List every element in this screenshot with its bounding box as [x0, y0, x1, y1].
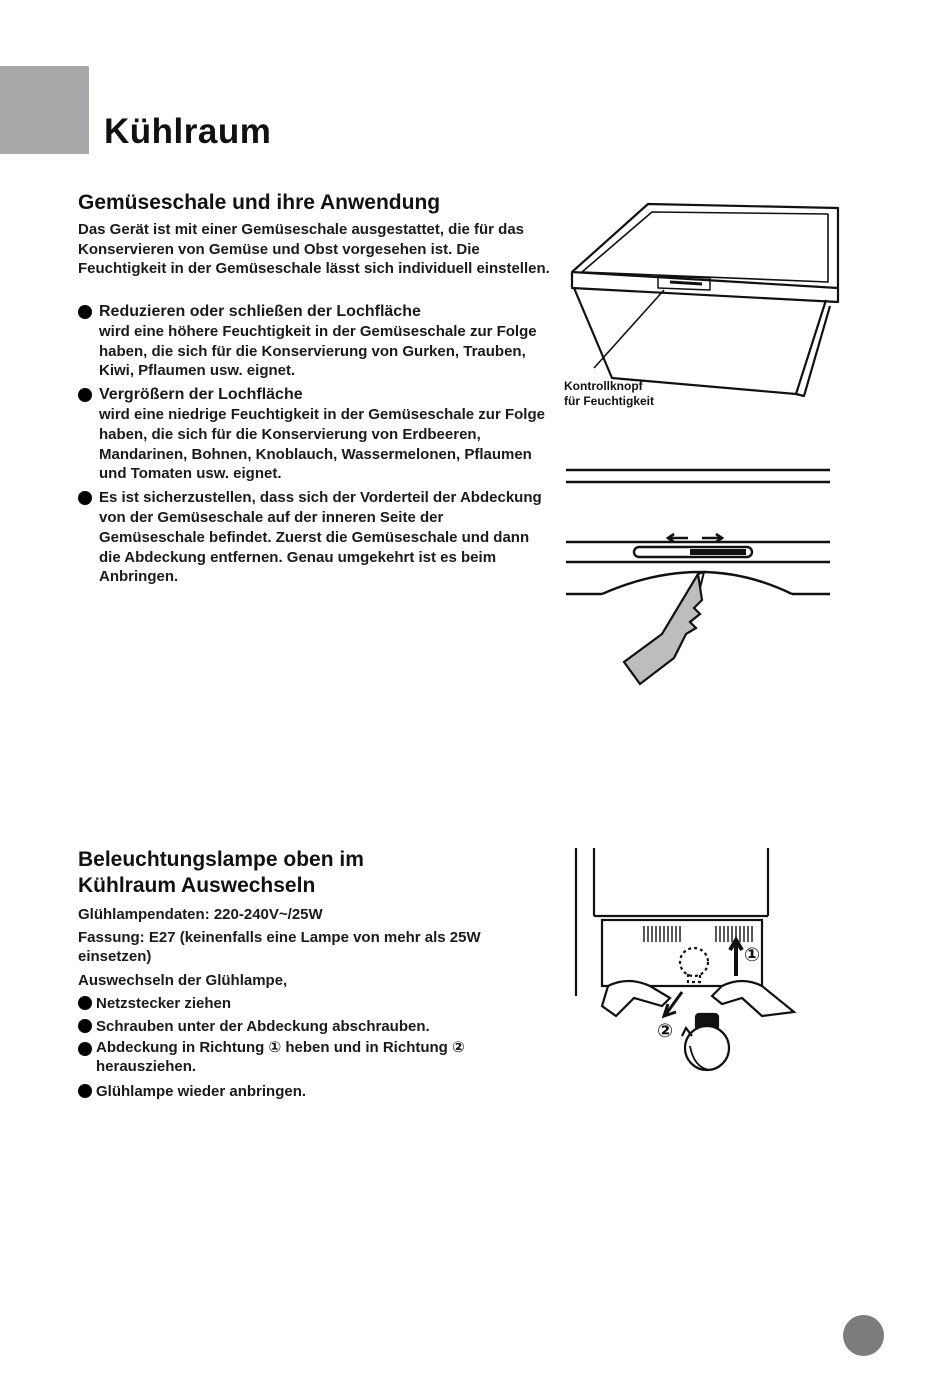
- list-item: [78, 488, 553, 587]
- socket-spec: Fassung: E27 (keinenfalls eine Lampe von mehr als 25W einsetzen): [78, 929, 481, 965]
- bullet-lead: Reduzieren oder schließen der Lochfläche: [99, 303, 421, 320]
- lamp-replacement-illustration: [572, 846, 812, 1106]
- page-title: Kühlraum: [104, 112, 272, 151]
- list-item: Abdeckung in Richtung ① heben und in Richtung ② herausziehen.: [78, 1038, 548, 1076]
- steps-intro: Auswechseln der Glühlampe,: [78, 972, 288, 989]
- bullet-text: Es ist sicherzustellen, dass sich der Vorderteil der Abdeckung von der Gemüseschale auf der inneren Seite der Gemüseschale befindet. Zuerst die Gemüseschale und dann die Abdeckung entfernen. Genau umgekehrt ist es beim Anbringen.: [99, 489, 542, 586]
- bullet-text: wird eine niedrige Feuchtigkeit in der Gemüseschale zur Folge haben, die sich für die Konservierung von Erdbeeren, Mandarinen, Bohnen, Knoblauch, Wassermelonen, Pflaumen und Tomaten usw. eignet.: [99, 405, 545, 483]
- caption-line-2: für Feuchtigkeit: [564, 394, 655, 408]
- crisper-bullet-list: [78, 302, 553, 587]
- crisper-drawer-illustration: [560, 196, 850, 406]
- list-item: [78, 385, 553, 484]
- section-tab-block: [0, 66, 89, 154]
- bulb-spec: Glühlampendaten: 220-240V~/25W: [78, 906, 323, 923]
- list-item: [78, 302, 553, 381]
- caption-line-1: Kontrollknopf: [564, 379, 643, 393]
- bullet-text: wird eine höhere Feuchtigkeit in der Gemüseschale zur Folge haben, die sich für die Konservierung von Gurken, Trauben, Kiwi, Pflaumen usw. eignet.: [99, 322, 537, 380]
- direction-label-2: ②: [657, 1021, 674, 1042]
- page-number-circle: [843, 1315, 884, 1356]
- direction-label-1: ①: [744, 945, 761, 966]
- list-item: Glühlampe wieder anbringen.: [78, 1080, 548, 1103]
- list-item: Schrauben unter der Abdeckung abschrauben.: [78, 1015, 548, 1038]
- lamp-steps-list: [78, 992, 548, 1103]
- lamp-heading-line-2: Kühlraum Auswechseln: [78, 874, 316, 897]
- humidity-slider-illustration: [562, 462, 834, 692]
- lamp-heading-line-1: Beleuchtungslampe oben im: [78, 848, 364, 871]
- figure-caption: [564, 379, 654, 409]
- crisper-intro: Das Gerät ist mit einer Gemüseschale ausgestattet, die für das Konservieren von Gemüse und Obst vorgesehen ist. Die Feuchtigkeit in der Gemüseschale lässt sich individuell einstellen.: [78, 221, 550, 277]
- bullet-lead: Vergrößern der Lochfläche: [99, 386, 303, 404]
- list-item: Netzstecker ziehen: [78, 992, 548, 1015]
- lamp-heading: [78, 847, 364, 899]
- crisper-heading: Gemüseschale und ihre Anwendung: [78, 191, 441, 214]
